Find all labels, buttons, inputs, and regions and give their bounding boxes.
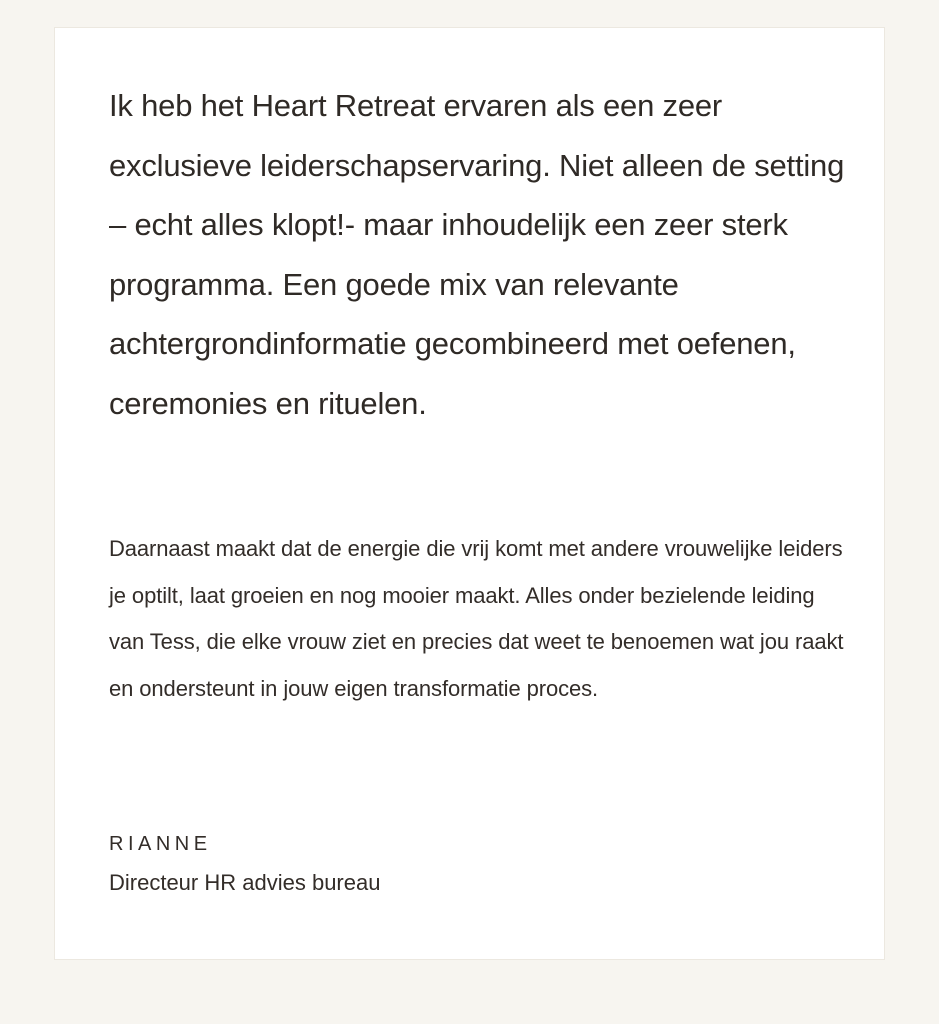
testimonial-card (54, 27, 885, 960)
testimonial-author-name: RIANNE (109, 833, 212, 855)
testimonial-author-role: Directeur HR advies bureau (109, 870, 381, 895)
testimonial-quote-main: Ik heb het Heart Retreat ervaren als een zeer exclusieve leiderschapservaring. Niet alleen de setting – echt alles klopt!- maar inhoudelijk een zeer sterk programma. Een goede mix van relevante achtergrondinformatie gecombineerd met oefenen, ceremonies en rituelen. (109, 88, 845, 421)
testimonial-quote-secondary: Daarnaast maakt dat de energie die vrij komt met andere vrouwelijke leiders je optilt, laat groeien en nog mooier maakt. Alles onder bezielende leiding van Tess, die elke vrouw ziet en precies dat weet te benoemen wat jou raakt en ondersteunt in jouw eigen transformatie proces. (109, 536, 844, 701)
